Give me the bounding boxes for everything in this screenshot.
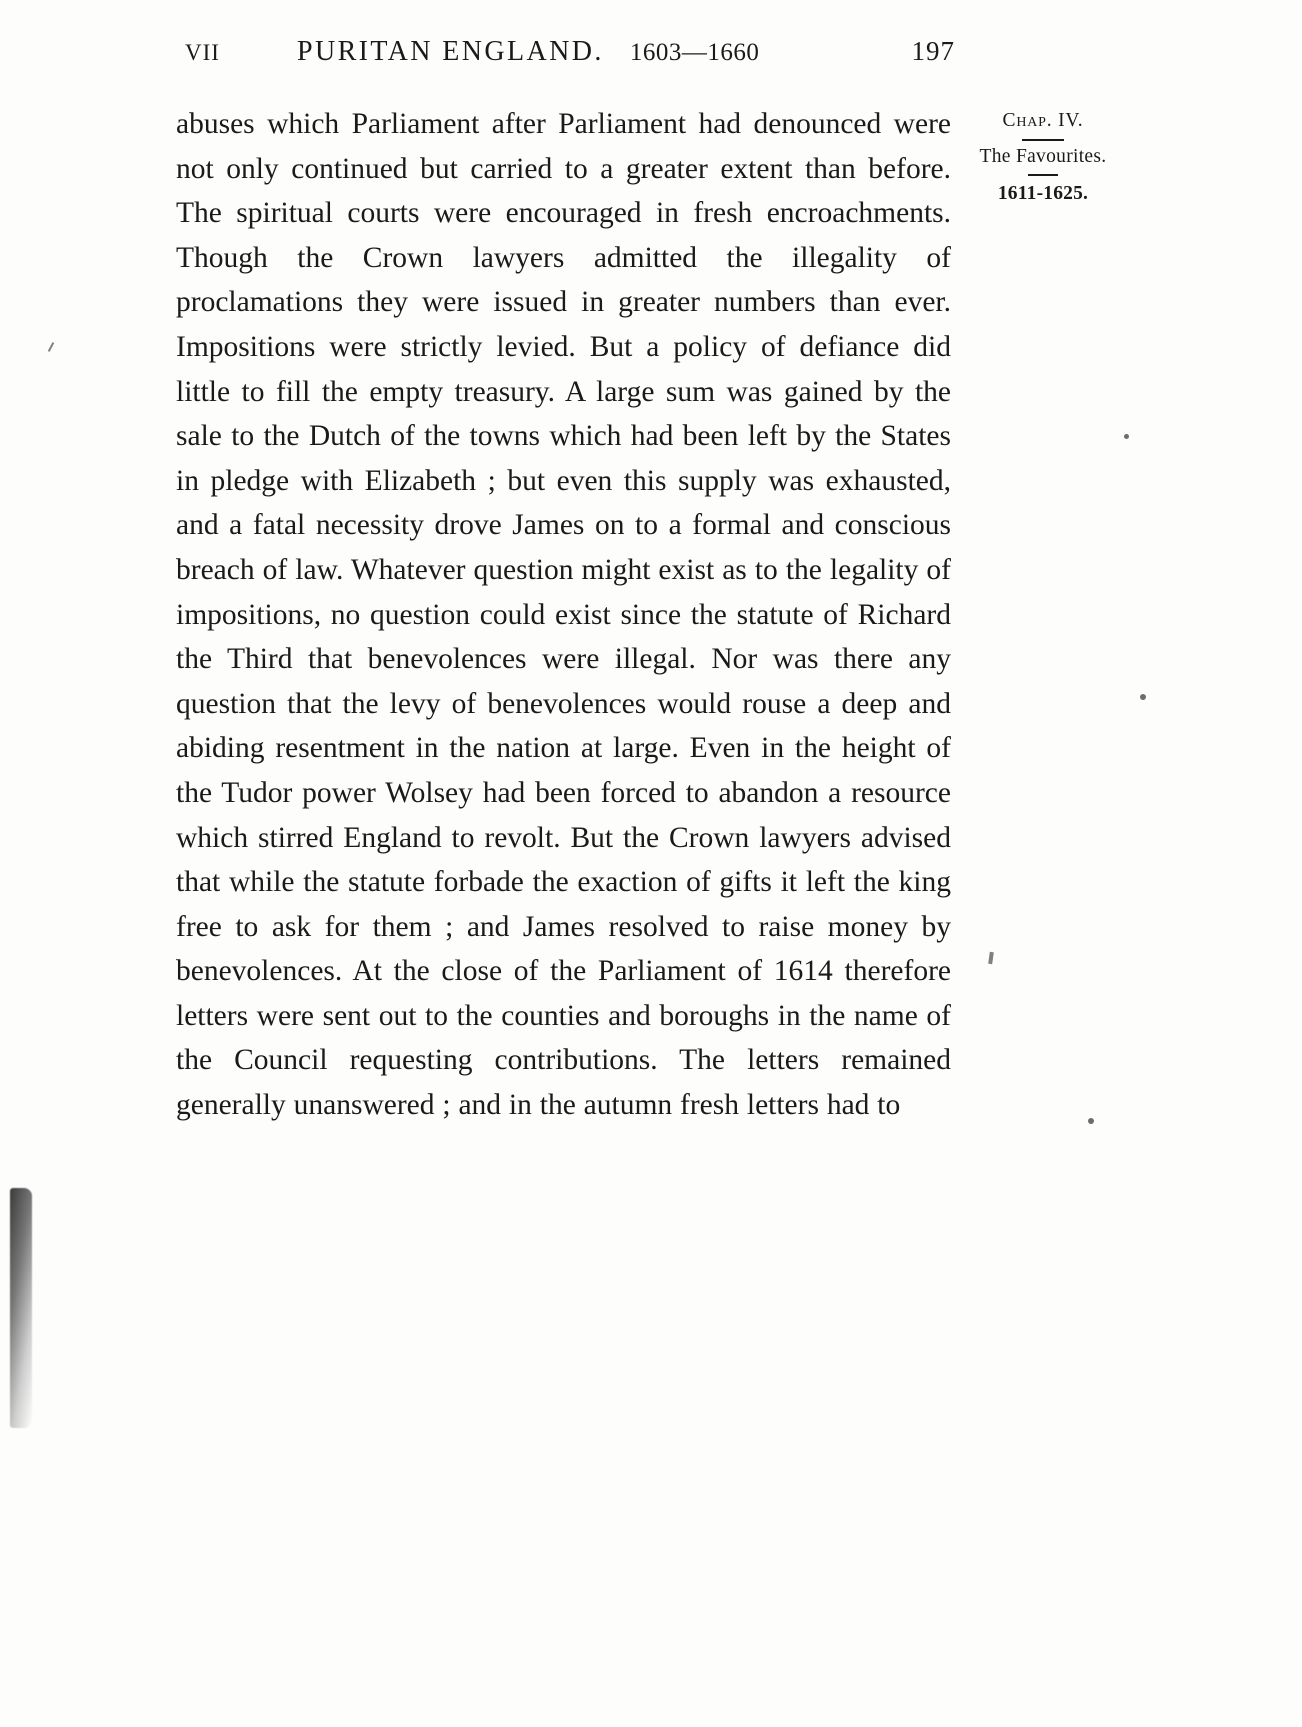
- scan-speck-a: [1124, 434, 1129, 439]
- running-head-chapter-numeral: VII: [185, 40, 220, 65]
- running-head: [185, 36, 955, 76]
- body-text-column: [176, 102, 951, 1128]
- page-number: 197: [911, 36, 955, 66]
- running-head-dates: 1603—1660: [629, 39, 760, 66]
- scan-speck-d: [988, 952, 994, 964]
- marginal-note-rule-top: [1022, 139, 1064, 141]
- marginal-note-dates: 1611-1625.: [997, 183, 1089, 204]
- scan-speck-mark: [48, 342, 54, 352]
- marginal-note-title: The Favourites.: [979, 146, 1107, 167]
- marginal-note: [968, 108, 1118, 207]
- marginal-note-rule-bottom: [1028, 174, 1058, 176]
- scan-speck-b: [1140, 694, 1146, 700]
- marginal-note-chapter: Chap. IV.: [1002, 110, 1084, 131]
- running-head-title: PURITAN ENGLAND.: [297, 36, 604, 67]
- body-paragraph: abuses which Parliament after Parliament had denounced were not only continued but carried to a greater extent than before. The spiritual courts were encouraged in fresh encroachments. Though the Crown lawyers admitted the illegality of proclamations they were issued in greater numbers than ever. Impositions were strictly levied. But a policy of defiance did little to fill the empty treasury. A large sum was gained by the sale to the Dutch of the towns which had been left by the States in pledge with Elizabeth ; but even this supply was exhausted, and a fatal necessity drove James on to a formal and conscious breach of law. Whatever question might exist as to the legality of impositions, no question could exist since the statute of Richard the Third that benevolences were illegal. Nor was there any question that the levy of benevolences would rouse a deep and abiding resentment in the nation at large. Even in the height of the Tudor power Wolsey had been forced to abandon a resource which stirred England to revolt. But the Crown lawyers advised that while the statute forbade the exaction of gifts it left the king free to ask for them ; and James resolved to raise money by benevolences. At the close of the Parliament of 1614 therefore letters were sent out to the counties and boroughs in the name of the Council requesting contributions. The letters remained generally unanswered ; and in the autumn fresh letters had to: [176, 108, 951, 1122]
- scan-speck-c: [1088, 1118, 1094, 1124]
- scan-spine-shadow: [10, 1188, 32, 1428]
